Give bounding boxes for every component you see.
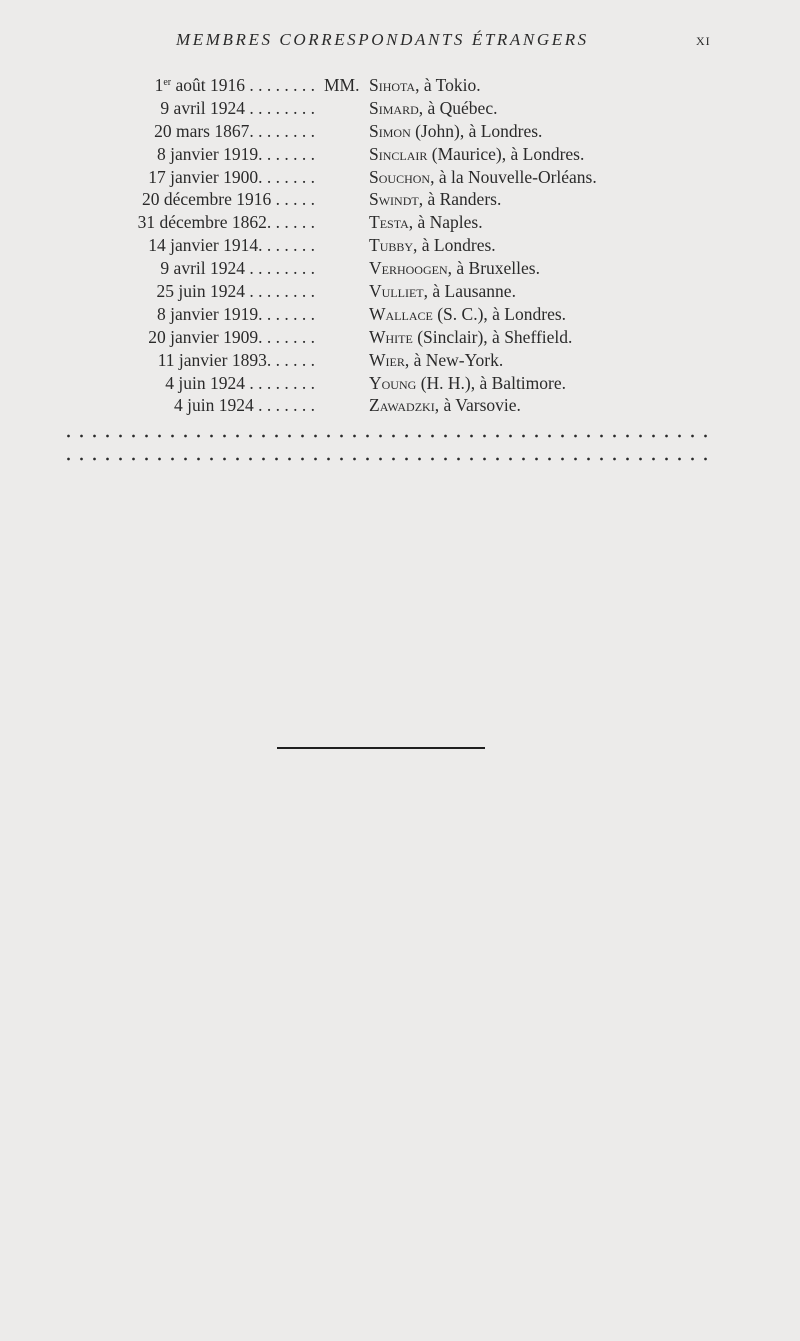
entry-date: 20 mars 1867. . . . . . . .	[154, 120, 315, 141]
entry-date: 8 janvier 1919. . . . . . .	[157, 143, 315, 164]
member-name: Souchon, à la Nouvelle-Orléans.	[369, 166, 597, 187]
member-name: Vulliet, à Lausanne.	[369, 281, 516, 302]
member-name: Swindt, à Randers.	[369, 189, 502, 210]
entry-date: 11 janvier 1893. . . . . .	[157, 349, 315, 370]
list-item	[0, 303, 800, 326]
list-item	[0, 166, 800, 189]
entry-date: 4 juin 1924 . . . . . . . .	[165, 372, 315, 393]
entry-date: 9 avril 1924 . . . . . . . .	[160, 97, 315, 118]
member-name: Young (H. H.), à Baltimore.	[369, 372, 566, 393]
dot-leader: . . . . . . . .	[245, 97, 315, 118]
dot-leader: . . . . . . . .	[245, 258, 315, 279]
list-item	[0, 188, 800, 211]
member-name: Testa, à Naples.	[369, 212, 483, 233]
running-title: MEMBRES CORRESPONDANTS ÉTRANGERS	[176, 30, 589, 49]
entry-date: 9 avril 1924 . . . . . . . .	[160, 258, 315, 279]
entry-date: 14 janvier 1914. . . . . . .	[148, 235, 315, 256]
dot-leader: . . . . . . .	[258, 143, 315, 164]
dot-leader: . . . . . . . .	[245, 75, 315, 95]
page-header	[0, 30, 800, 54]
list-item	[0, 74, 800, 97]
member-list	[0, 74, 800, 417]
list-item	[0, 257, 800, 280]
dotted-separator	[62, 434, 712, 438]
member-name: Verhoogen, à Bruxelles.	[369, 258, 540, 279]
list-item	[0, 211, 800, 234]
entry-date: 4 juin 1924 . . . . . . .	[174, 395, 315, 416]
dot-leader: . . . . . . . .	[245, 281, 315, 302]
entry-date: 20 janvier 1909. . . . . . .	[148, 326, 315, 347]
dot-leader: . . . . . . .	[258, 235, 315, 256]
dot-leader: . . . . . . .	[258, 303, 315, 324]
dotted-separator	[62, 457, 712, 461]
entry-date: 31 décembre 1862. . . . . .	[137, 212, 315, 233]
list-item	[0, 372, 800, 395]
member-name: Tubby, à Londres.	[369, 235, 496, 256]
list-item	[0, 120, 800, 143]
dot-leader: . . . . . . .	[258, 166, 315, 187]
member-name: Simard, à Québec.	[369, 97, 498, 118]
dot-leader: . . . . . . .	[258, 326, 315, 347]
member-name: Simon (John), à Londres.	[369, 120, 543, 141]
list-item	[0, 143, 800, 166]
honorific-prefix: MM.	[324, 75, 360, 95]
member-name: Sihota, à Tokio.	[369, 75, 481, 95]
list-item	[0, 349, 800, 372]
page-number: XI	[696, 34, 711, 48]
entry-date: 17 janvier 1900. . . . . . .	[148, 166, 315, 187]
list-item	[0, 97, 800, 120]
list-item	[0, 280, 800, 303]
dot-leader: . . . . . . .	[253, 395, 315, 416]
closing-rule	[277, 747, 485, 749]
member-name: Wier, à New-York.	[369, 349, 504, 370]
entry-date: 20 décembre 1916 . . . . .	[141, 189, 315, 210]
list-item	[0, 326, 800, 349]
list-item	[0, 394, 800, 417]
member-name: Wallace (S. C.), à Londres.	[369, 303, 567, 324]
entry-date: 25 juin 1924 . . . . . . . .	[156, 281, 315, 302]
member-name: Zawadzki, à Varsovie.	[369, 395, 521, 416]
dot-leader: . . . . .	[271, 189, 315, 210]
dot-leader: . . . . . .	[266, 349, 315, 370]
entry-date: 1er août 1916 . . . . . . . .	[154, 75, 315, 95]
list-item	[0, 234, 800, 257]
dot-leader: . . . . . . . .	[245, 372, 315, 393]
entry-date: 8 janvier 1919. . . . . . .	[157, 303, 315, 324]
dot-leader: . . . . . .	[266, 212, 315, 233]
member-name: White (Sinclair), à Sheffield.	[369, 326, 573, 347]
member-name: Sinclair (Maurice), à Londres.	[369, 143, 585, 164]
dot-leader: . . . . . . . .	[249, 120, 315, 141]
